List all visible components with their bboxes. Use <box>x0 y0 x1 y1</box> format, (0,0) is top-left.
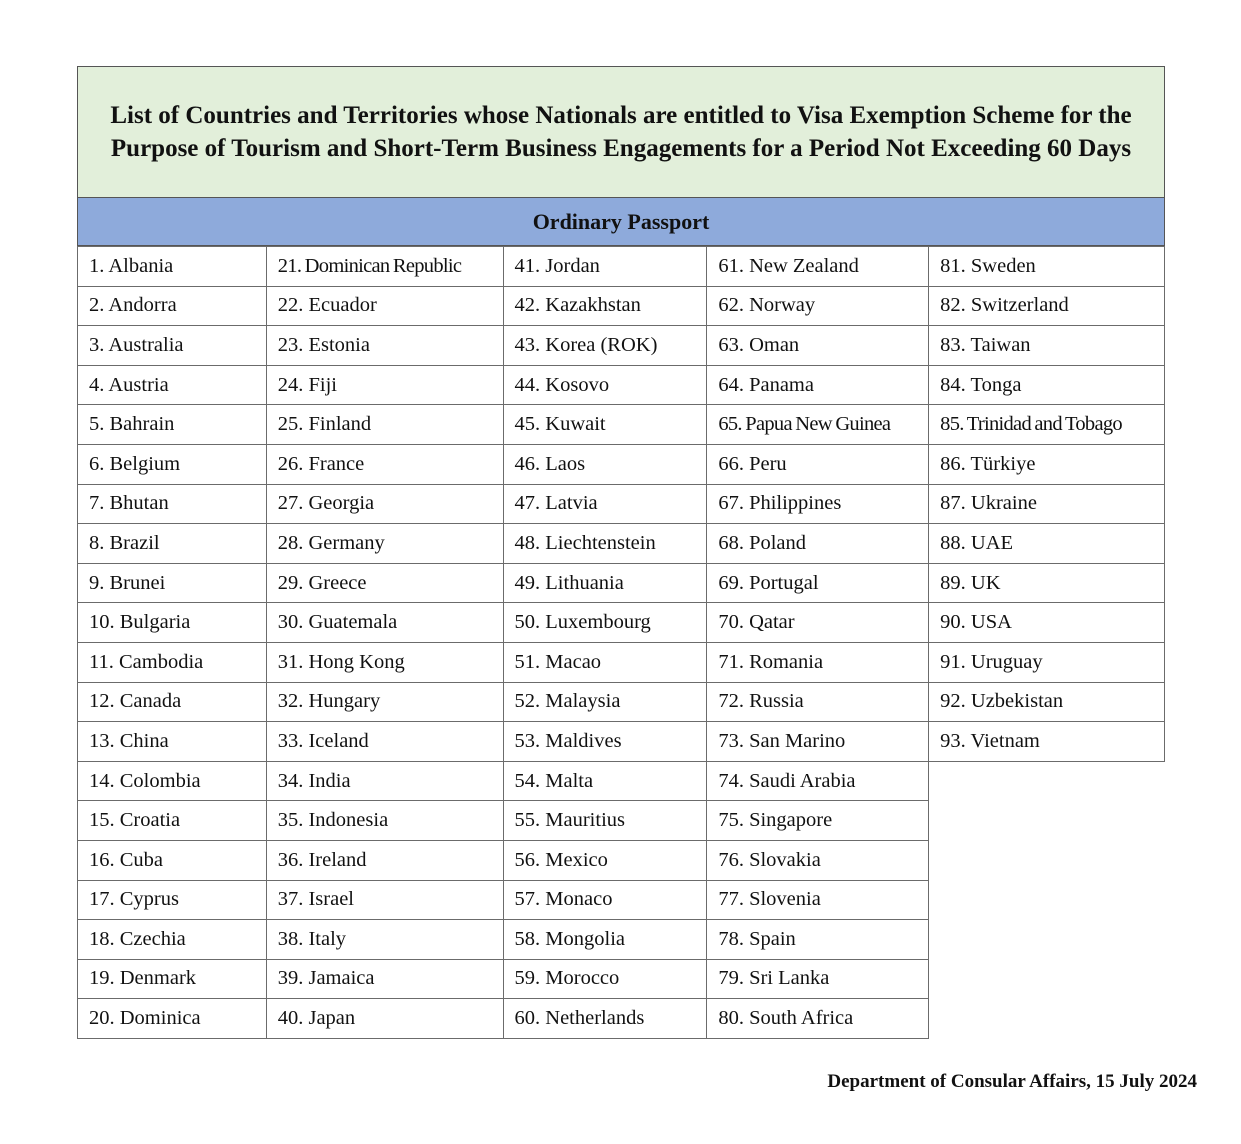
table-row <box>78 840 1165 880</box>
country-cell: 23. Estonia <box>266 326 503 366</box>
country-cell: 27. Georgia <box>266 484 503 524</box>
table-row <box>78 405 1165 445</box>
empty-cell <box>929 999 1165 1039</box>
country-cell: 1. Albania <box>78 247 267 287</box>
country-cell: 28. Germany <box>266 524 503 564</box>
country-cell: 72. Russia <box>707 682 929 722</box>
empty-cell <box>929 920 1165 960</box>
country-cell: 43. Korea (ROK) <box>503 326 707 366</box>
country-cell: 6. Belgium <box>78 444 267 484</box>
country-cell: 55. Mauritius <box>503 801 707 841</box>
country-cell: 26. France <box>266 444 503 484</box>
country-cell: 44. Kosovo <box>503 365 707 405</box>
table-row <box>78 484 1165 524</box>
table-row <box>78 880 1165 920</box>
country-cell: 50. Luxembourg <box>503 603 707 643</box>
empty-cell <box>929 959 1165 999</box>
country-cell: 14. Colombia <box>78 761 267 801</box>
table-row <box>78 920 1165 960</box>
country-cell: 41. Jordan <box>503 247 707 287</box>
table-row <box>78 761 1165 801</box>
country-cell: 19. Denmark <box>78 959 267 999</box>
country-cell: 2. Andorra <box>78 286 267 326</box>
table-row <box>78 682 1165 722</box>
country-cell: 81. Sweden <box>929 247 1165 287</box>
country-cell: 80. South Africa <box>707 999 929 1039</box>
table-row <box>78 603 1165 643</box>
country-cell: 34. India <box>266 761 503 801</box>
country-cell: 24. Fiji <box>266 365 503 405</box>
country-cell: 86. Türkiye <box>929 444 1165 484</box>
country-cell: 48. Liechtenstein <box>503 524 707 564</box>
empty-cell <box>929 801 1165 841</box>
country-cell: 9. Brunei <box>78 563 267 603</box>
country-cell: 39. Jamaica <box>266 959 503 999</box>
country-cell: 83. Taiwan <box>929 326 1165 366</box>
country-cell: 76. Slovakia <box>707 840 929 880</box>
country-cell: 18. Czechia <box>78 920 267 960</box>
country-cell: 68. Poland <box>707 524 929 564</box>
country-cell: 47. Latvia <box>503 484 707 524</box>
country-cell: 65. Papua New Guinea <box>707 405 929 445</box>
country-cell: 29. Greece <box>266 563 503 603</box>
table-row <box>78 365 1165 405</box>
country-cell: 88. UAE <box>929 524 1165 564</box>
country-cell: 25. Finland <box>266 405 503 445</box>
table-row <box>78 563 1165 603</box>
country-cell: 5. Bahrain <box>78 405 267 445</box>
country-cell: 30. Guatemala <box>266 603 503 643</box>
country-cell: 77. Slovenia <box>707 880 929 920</box>
country-cell: 46. Laos <box>503 444 707 484</box>
country-cell: 58. Mongolia <box>503 920 707 960</box>
country-cell: 70. Qatar <box>707 603 929 643</box>
country-cell: 63. Oman <box>707 326 929 366</box>
country-cell: 36. Ireland <box>266 840 503 880</box>
table-row <box>78 959 1165 999</box>
country-cell: 73. San Marino <box>707 722 929 762</box>
country-cell: 11. Cambodia <box>78 642 267 682</box>
country-cell: 56. Mexico <box>503 840 707 880</box>
country-cell: 15. Croatia <box>78 801 267 841</box>
country-cell: 31. Hong Kong <box>266 642 503 682</box>
table-row <box>78 524 1165 564</box>
passport-type-header: Ordinary Passport <box>77 198 1165 246</box>
country-cell: 37. Israel <box>266 880 503 920</box>
country-cell: 17. Cyprus <box>78 880 267 920</box>
country-cell: 61. New Zealand <box>707 247 929 287</box>
country-cell: 78. Spain <box>707 920 929 960</box>
country-cell: 57. Monaco <box>503 880 707 920</box>
country-cell: 64. Panama <box>707 365 929 405</box>
country-cell: 7. Bhutan <box>78 484 267 524</box>
country-cell: 12. Canada <box>78 682 267 722</box>
country-cell: 21. Dominican Republic <box>266 247 503 287</box>
country-cell: 13. China <box>78 722 267 762</box>
country-cell: 84. Tonga <box>929 365 1165 405</box>
country-cell: 71. Romania <box>707 642 929 682</box>
country-cell: 4. Austria <box>78 365 267 405</box>
country-cell: 3. Australia <box>78 326 267 366</box>
country-cell: 35. Indonesia <box>266 801 503 841</box>
country-cell: 85. Trinidad and Tobago <box>929 405 1165 445</box>
table-row <box>78 642 1165 682</box>
country-table <box>77 246 1165 1039</box>
country-cell: 93. Vietnam <box>929 722 1165 762</box>
country-cell: 90. USA <box>929 603 1165 643</box>
country-cell: 59. Morocco <box>503 959 707 999</box>
country-cell: 42. Kazakhstan <box>503 286 707 326</box>
country-cell: 33. Iceland <box>266 722 503 762</box>
visa-exemption-document <box>77 66 1165 1039</box>
country-cell: 49. Lithuania <box>503 563 707 603</box>
table-row <box>78 722 1165 762</box>
country-cell: 91. Uruguay <box>929 642 1165 682</box>
table-row <box>78 444 1165 484</box>
country-cell: 79. Sri Lanka <box>707 959 929 999</box>
country-cell: 69. Portugal <box>707 563 929 603</box>
country-cell: 51. Macao <box>503 642 707 682</box>
table-row <box>78 999 1165 1039</box>
country-cell: 54. Malta <box>503 761 707 801</box>
empty-cell <box>929 840 1165 880</box>
country-cell: 60. Netherlands <box>503 999 707 1039</box>
empty-cell <box>929 880 1165 920</box>
country-cell: 66. Peru <box>707 444 929 484</box>
table-row <box>78 247 1165 287</box>
country-cell: 45. Kuwait <box>503 405 707 445</box>
country-cell: 67. Philippines <box>707 484 929 524</box>
empty-cell <box>929 761 1165 801</box>
country-cell: 87. Ukraine <box>929 484 1165 524</box>
country-cell: 20. Dominica <box>78 999 267 1039</box>
country-cell: 74. Saudi Arabia <box>707 761 929 801</box>
country-cell: 92. Uzbekistan <box>929 682 1165 722</box>
country-cell: 82. Switzerland <box>929 286 1165 326</box>
country-cell: 8. Brazil <box>78 524 267 564</box>
country-cell: 38. Italy <box>266 920 503 960</box>
country-cell: 40. Japan <box>266 999 503 1039</box>
country-cell: 32. Hungary <box>266 682 503 722</box>
document-title: List of Countries and Territories whose Nationals are entitled to Visa Exemption Scheme for the Purpose of Tourism and Short-Term Business Engagements for a Period Not Exceeding 60 Days <box>77 66 1165 198</box>
country-cell: 89. UK <box>929 563 1165 603</box>
country-cell: 16. Cuba <box>78 840 267 880</box>
country-cell: 10. Bulgaria <box>78 603 267 643</box>
table-row <box>78 286 1165 326</box>
country-cell: 22. Ecuador <box>266 286 503 326</box>
table-row <box>78 801 1165 841</box>
table-row <box>78 326 1165 366</box>
country-cell: 53. Maldives <box>503 722 707 762</box>
document-footer: Department of Consular Affairs, 15 July 2024 <box>827 1071 1197 1092</box>
country-cell: 52. Malaysia <box>503 682 707 722</box>
country-cell: 75. Singapore <box>707 801 929 841</box>
country-cell: 62. Norway <box>707 286 929 326</box>
